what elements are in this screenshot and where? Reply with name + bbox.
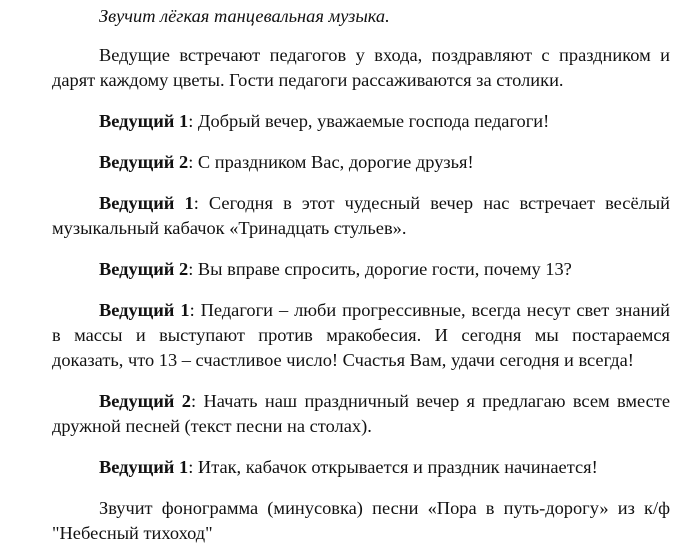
closing-paragraph <box>52 496 670 546</box>
speaker-name: Ведущий 2 <box>99 391 191 411</box>
closing-line-1: Звучит фонограмма (минусовка) песни «Пора в путь-дорогу» из к/ф <box>99 498 670 518</box>
dialogue-text: : Педагоги – люби прогрессивные, всегда несут свет знаний <box>189 300 671 320</box>
speaker-name: Ведущий 1 <box>99 193 194 213</box>
dialogue-entry-1 <box>52 109 670 134</box>
dialogue-line-3: доказать, что 13 – счастливое число! Счастья Вам, удачи сегодня и всегда! <box>52 350 634 370</box>
dialogue-text: : Сегодня в этот чудесный вечер нас встречает весёлый <box>193 193 670 213</box>
dialogue-text: : Начать наш праздничный вечер я предлагаю всем вместе <box>190 391 670 411</box>
dialogue-entry-7 <box>52 455 670 480</box>
speaker-name: Ведущий 2 <box>99 259 189 279</box>
dialogue-entry-6 <box>52 389 670 439</box>
speaker-name: Ведущий 1 <box>99 300 190 320</box>
stage-direction-text: Звучит лёгкая танцевальная музыка. <box>99 6 390 26</box>
dialogue-line-2: дружной песней (текст песни на столах). <box>52 416 372 436</box>
intro-line-2: дарят каждому цветы. Гости педагоги рассаживаются за столики. <box>52 70 564 90</box>
dialogue-line-2: в массы и выступают против мракобесия. И сегодня мы постараемся <box>52 325 670 345</box>
intro-line-1: Ведущие встречают педагогов у входа, поздравляют с праздником и <box>99 45 670 65</box>
dialogue-line-1 <box>52 298 670 323</box>
speaker-name: Ведущий 1 <box>99 457 189 477</box>
dialogue-entry-4 <box>52 257 670 282</box>
dialogue-line-1 <box>52 191 670 216</box>
dialogue-line-1 <box>52 389 670 414</box>
dialogue-text: : Итак, кабачок открывается и праздник начинается! <box>188 457 598 477</box>
closing-line-2: "Небесный тихоход" <box>52 523 213 543</box>
dialogue-entry-5 <box>52 298 670 373</box>
dialogue-entry-3 <box>52 191 670 241</box>
speaker-name: Ведущий 1 <box>99 111 189 131</box>
dialogue-text: : Добрый вечер, уважаемые господа педагоги! <box>188 111 550 131</box>
intro-paragraph <box>52 43 670 93</box>
dialogue-line-2: музыкальный кабачок «Тринадцать стульев». <box>52 218 407 238</box>
speaker-name: Ведущий 2 <box>99 152 189 172</box>
stage-direction <box>52 4 670 29</box>
dialogue-text: : С праздником Вас, дорогие друзья! <box>188 152 474 172</box>
dialogue-entry-2 <box>52 150 670 175</box>
dialogue-text: : Вы вправе спросить, дорогие гости, почему 13? <box>188 259 572 279</box>
